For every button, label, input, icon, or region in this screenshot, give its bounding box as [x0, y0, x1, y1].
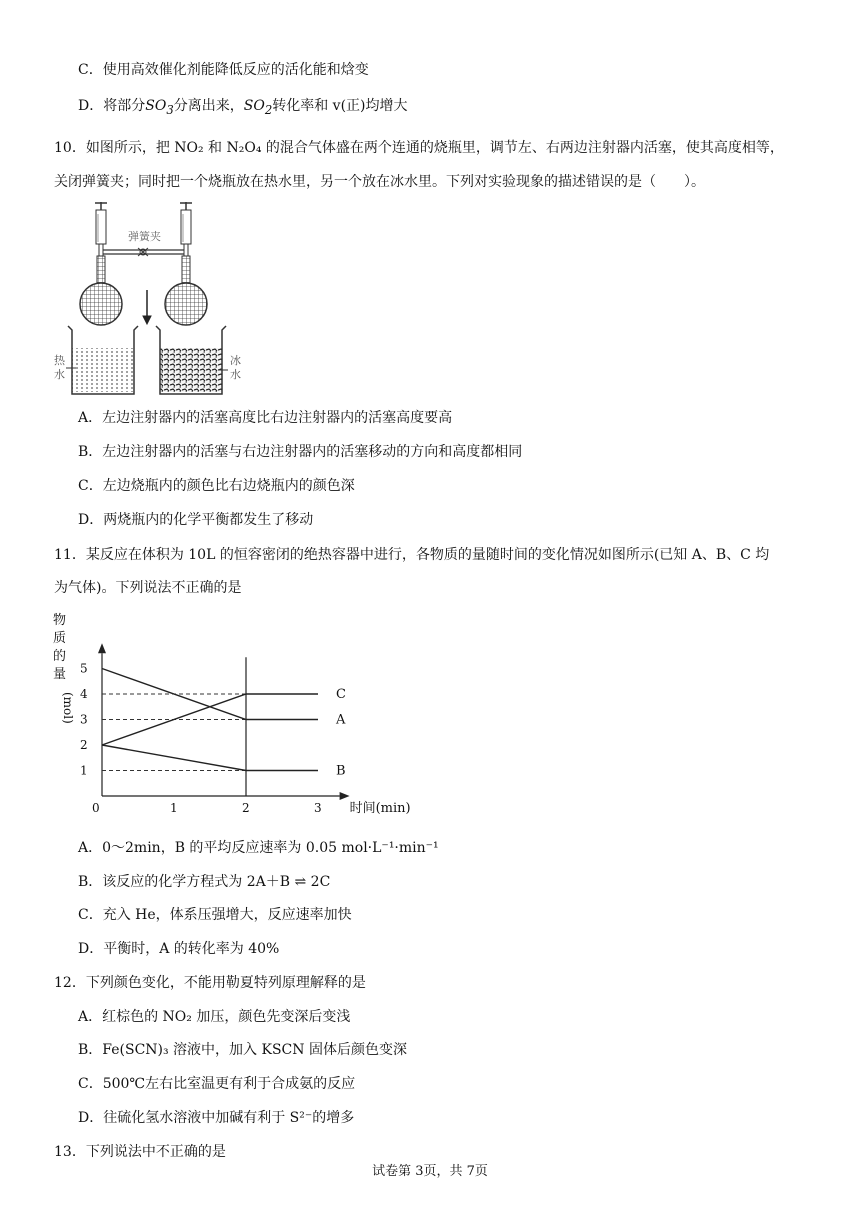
q10-option-a: A．左边注射器内的活塞高度比右边注射器内的活塞高度要高 — [78, 410, 453, 426]
series-label-b: B — [336, 763, 346, 779]
right-syringe — [180, 202, 192, 256]
ice-water-label-1: 冰 — [230, 354, 241, 367]
y-tick-label: 5 — [80, 661, 88, 676]
y-axis-arrow — [98, 643, 106, 653]
q11-option-a: A．0～2min，B 的平均反应速率为 0.05 mol·L⁻¹·min⁻¹ — [78, 840, 439, 856]
x-tick-label: 1 — [170, 801, 178, 815]
page-footer: 试卷第 3页，共 7页 — [372, 1164, 488, 1179]
q9-option-d — [78, 96, 408, 120]
y-axis-label-char: 的 — [53, 649, 67, 664]
series-label-c: C — [336, 687, 346, 702]
clamp-icon — [138, 248, 148, 256]
q12-option-a: A．红棕色的 NO₂ 加压，颜色先变深后变浅 — [78, 1009, 351, 1025]
down-arrow-icon — [143, 290, 151, 324]
hot-water-label-2: 水 — [54, 368, 65, 381]
q11-option-d: D．平衡时，A 的转化率为 40% — [78, 941, 280, 957]
y-tick-label: 1 — [80, 763, 88, 778]
q9-option-d-pre: D．将部分 — [78, 98, 146, 114]
x-tick-label: 2 — [242, 801, 250, 815]
q10-stem-line1: 10．如图所示，把 NO₂ 和 N₂O₄ 的混合气体盛在两个连通的烧瓶里，调节左、右两边注射器内活塞，使其高度相等， — [54, 140, 784, 156]
q13-stem: 13．下列说法中不正确的是 — [54, 1144, 226, 1160]
y-axis-label-char: 物 — [53, 613, 67, 628]
series-label-a: A — [336, 712, 346, 728]
right-flask — [165, 256, 207, 325]
y-axis-label-char: 量 — [53, 667, 67, 682]
q12-stem: 12．下列颜色变化，不能用勒夏特列原理解释的是 — [54, 975, 366, 991]
q9-option-d-mid: 分离出来， — [173, 98, 244, 114]
hot-water-beaker — [68, 326, 138, 394]
q11-stem-line2: 为气体)。下列说法不正确的是 — [54, 580, 242, 596]
q11-amount-time-chart — [44, 608, 424, 820]
q11-option-b: B．该反应的化学方程式为 2A＋B ⇌ 2C — [78, 874, 331, 890]
q10-option-d: D．两烧瓶内的化学平衡都发生了移动 — [78, 512, 314, 528]
q12-option-d: D．往硫化氢水溶液中加碱有利于 S²⁻的增多 — [78, 1110, 355, 1126]
formula-so3: $SO_3$ — [145, 98, 174, 117]
q12-option-c: C．500℃左右比室温更有利于合成氨的反应 — [78, 1076, 356, 1092]
q12-option-b: B．Fe(SCN)₃ 溶液中，加入 KSCN 固体后颜色变深 — [78, 1042, 407, 1058]
q9-option-d-post: 转化率和 v(正)均增大 — [272, 98, 408, 114]
clamp-label: 弹簧夹 — [128, 230, 161, 243]
q11-option-c: C．充入 He，体系压强增大，反应速率加快 — [78, 907, 352, 923]
left-flask — [80, 256, 122, 325]
q10-stem-line2: 关闭弹簧夹；同时把一个烧瓶放在热水里，另一个放在冰水里。下列对实验现象的描述错误的是（ ）。 — [54, 174, 705, 190]
x-axis-arrow — [340, 792, 350, 800]
hot-water-label-1: 热 — [54, 354, 65, 367]
q9-option-c: C．使用高效催化剂能降低反应的活化能和焓变 — [78, 62, 369, 78]
y-axis-label-char: 质 — [53, 631, 67, 646]
q10-option-b: B．左边注射器内的活塞与右边注射器内的活塞移动的方向和高度都相同 — [78, 444, 523, 460]
ice-water-beaker — [156, 326, 226, 394]
y-tick-label: 3 — [80, 712, 88, 727]
q10-option-c: C．左边烧瓶内的颜色比右边烧瓶内的颜色深 — [78, 478, 355, 494]
left-syringe — [95, 202, 107, 256]
y-tick-label: 2 — [80, 738, 88, 752]
series-line-b — [102, 745, 318, 771]
formula-so2: $SO_2$ — [243, 98, 273, 117]
q10-apparatus-figure — [50, 198, 250, 398]
q11-stem-line1: 11．某反应在体积为 10L 的恒容密闭的绝热容器中进行，各物质的量随时间的变化情况如图所示(已知 A、B、C 均 — [54, 547, 770, 563]
y-axis-unit: (mol) — [61, 692, 75, 724]
y-tick-label: 4 — [80, 687, 88, 701]
x-tick-label: 3 — [314, 801, 322, 815]
ice-water-label-2: 水 — [230, 368, 241, 381]
x-tick-label: 0 — [92, 801, 100, 815]
x-axis-label: 时间(min) — [349, 801, 411, 816]
